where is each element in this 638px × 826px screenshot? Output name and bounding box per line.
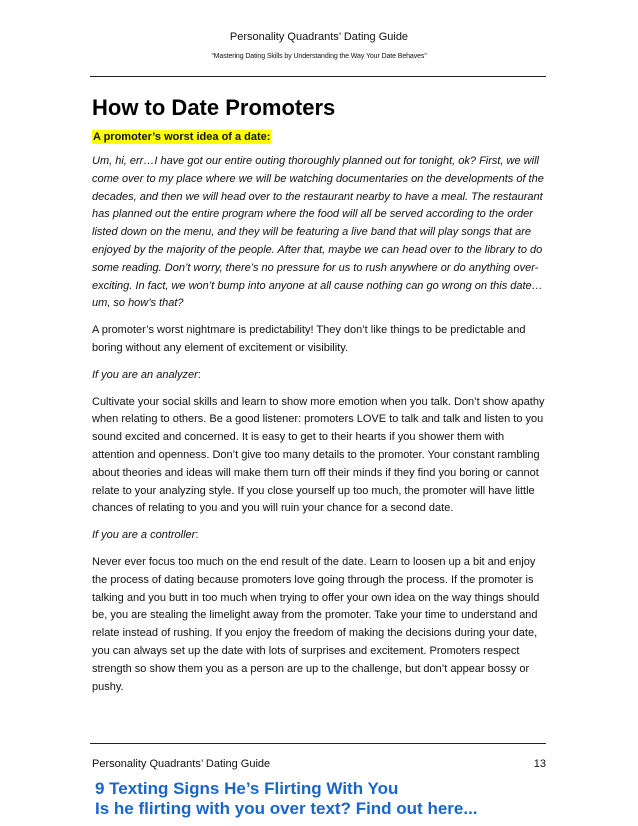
analyzer-colon: : bbox=[197, 368, 201, 381]
running-footer-title: Personality Quadrants’ Dating Guide bbox=[92, 758, 271, 770]
nightmare-paragraph: A promoter’s worst nightmare is predictability! They don’t like things to be predictable and boring without any element of excitement or visibility. bbox=[92, 324, 526, 354]
page-number: 13 bbox=[533, 758, 546, 770]
page-body bbox=[92, 95, 548, 696]
highlighted-subheading: A promoter’s worst idea of a date: bbox=[93, 131, 271, 143]
ad-headline[interactable]: 9 Texting Signs He’s Flirting With You bbox=[95, 779, 399, 798]
controller-subheading bbox=[92, 527, 548, 545]
running-header-title: Personality Quadrants’ Dating Guide bbox=[229, 31, 409, 43]
controller-colon: : bbox=[195, 529, 199, 542]
controller-label: If you are a controller bbox=[92, 529, 196, 542]
analyzer-label: If you are an analyzer bbox=[92, 368, 198, 381]
scenario-paragraph: Um, hi, err…I have got our entire outing thoroughly planned out for tonight, ok? First, we will come over to my place where we will be watching documentaries on the developments of the decades, and then we will head over to the restaurant nearby to have a meal. The restaurant has planned out the entire program where the food will all be served according to the order listed down on the menu, and they will be featuring a live band that will play songs that are enjoyed by the majority of the people. After that, maybe we can head over to the library to do some reading. Don’t worry, there’s no pressure for us to rush anywhere or do anything over-exciting. In fact, we won’t bump into anyone at all cause nothing can go wrong on this date… um, so how’s that? bbox=[92, 155, 544, 310]
header-divider bbox=[90, 76, 546, 77]
analyzer-paragraph: Cultivate your social skills and learn to show more emotion when you talk. Don’t show apathy when relating to others. Be a good listener: promoters LOVE to talk and talk and listen to you sound excited and concerned. It is easy to get to their hearts if you shower them with attention and openness. Don’t give too many details to the promoter. Your constant rambling about theories and ideas will make them turn off their minds if they find you boring or cannot relate to your analyzing style. If you close yourself up too much, the promoter will have little chances of relating to you and you will ruin your chance for a second date. bbox=[92, 395, 545, 515]
page-title: How to Date Promoters bbox=[92, 95, 336, 120]
running-header-subtitle: “Mastering Dating Skills by Understanding the Way Your Date Behaves” bbox=[211, 53, 427, 60]
ad-link[interactable] bbox=[95, 779, 615, 819]
analyzer-subheading bbox=[92, 367, 548, 385]
footer-divider bbox=[90, 743, 546, 744]
controller-paragraph: Never ever focus too much on the end result of the date. Learn to loosen up a bit and enjoy the process of dating because promoters love going through the process. If the promoter is talking and you butt in too much when trying to offer your own idea on the way things should be, you are stealing the limelight away from the promoter. Take your time to understand and relate instead of rushing. If you enjoy the freedom of making the decisions during your date, you can always set up the date with lots of surprises and excitement. Promoters respect strength so show them you as a person are up to the challenge, but don’t appear bossy or pushy. bbox=[92, 555, 540, 693]
ad-tagline[interactable]: Is he flirting with you over text? Find out here... bbox=[95, 799, 478, 818]
